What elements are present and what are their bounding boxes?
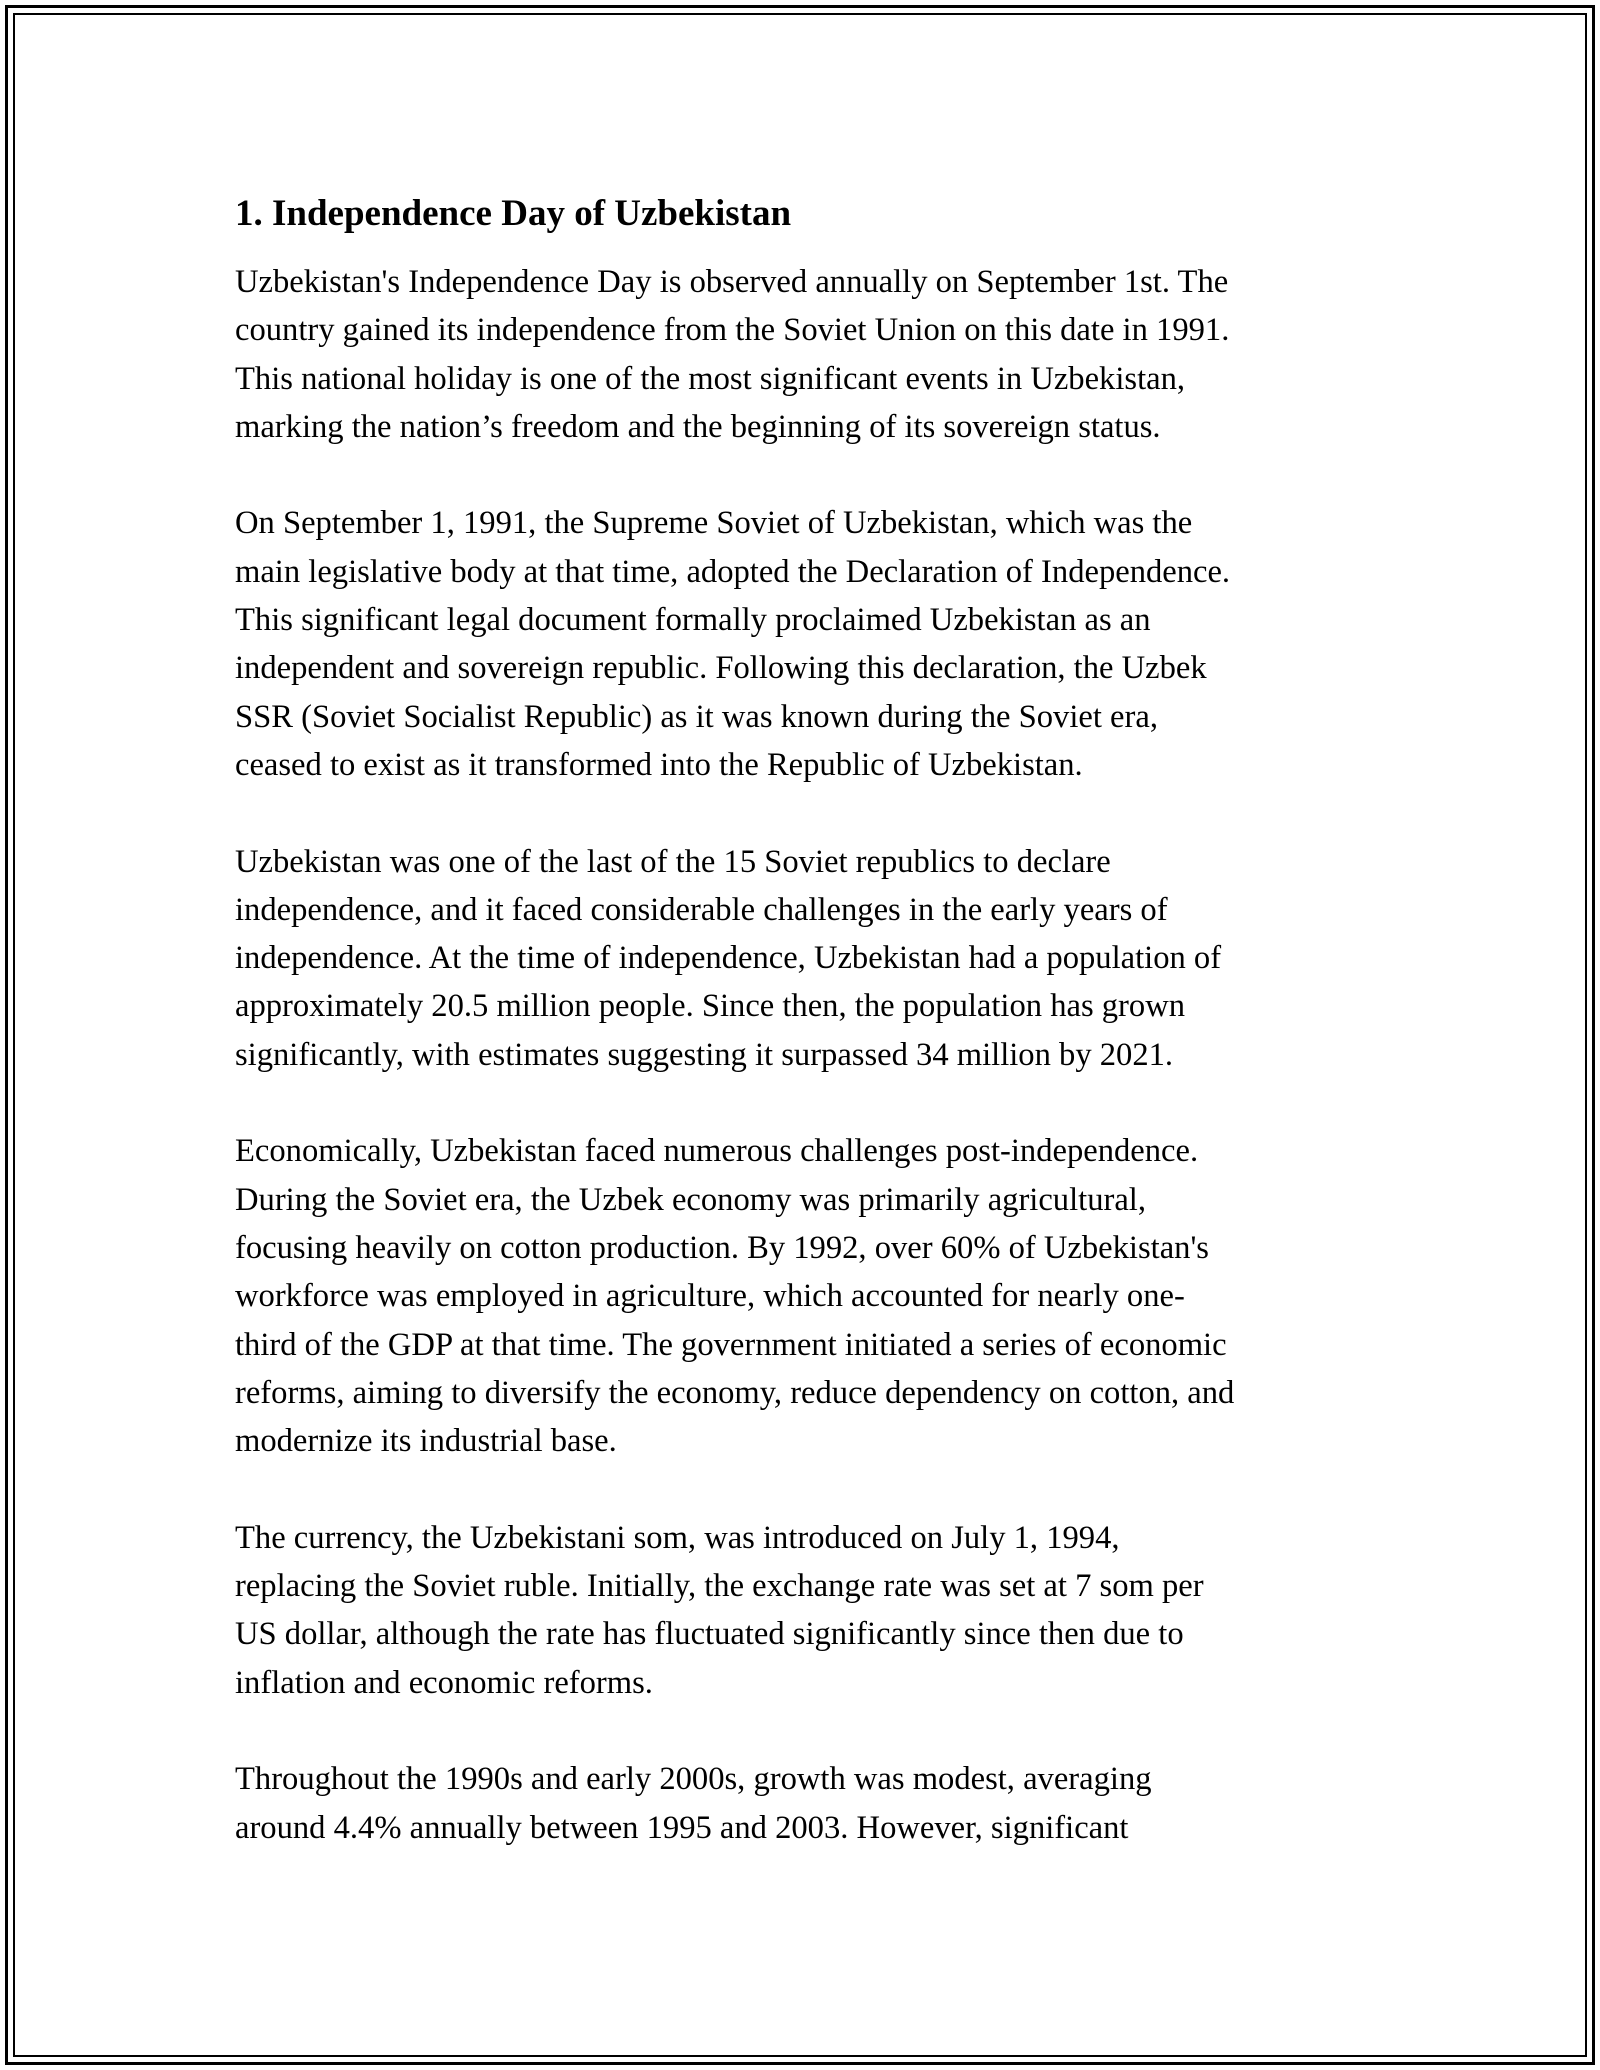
text-line: This national holiday is one of the most significant events in Uzbekistan, xyxy=(235,360,1186,397)
text-line: SSR (Soviet Socialist Republic) as it was known during the Soviet era, xyxy=(235,698,1158,735)
paragraph-6 xyxy=(235,1755,1370,1852)
text-line: marking the nation’s freedom and the beginning of its sovereign status. xyxy=(235,408,1161,445)
paragraph-2 xyxy=(235,499,1370,789)
text-line: approximately 20.5 million people. Since then, the population has grown xyxy=(235,988,1186,1025)
text-line: focusing heavily on cotton production. By 1992, over 60% of Uzbekistan's xyxy=(235,1229,1209,1266)
text-line: independence. At the time of independence, Uzbekistan had a population of xyxy=(235,940,1222,977)
text-line: country gained its independence from the Soviet Union on this date in 1991. xyxy=(235,312,1230,349)
text-line: modernize its industrial base. xyxy=(235,1423,617,1460)
text-line: Economically, Uzbekistan faced numerous challenges post-independence. xyxy=(235,1133,1199,1170)
text-line: This significant legal document formally proclaimed Uzbekistan as an xyxy=(235,602,1151,639)
paragraph-4 xyxy=(235,1127,1370,1465)
paragraph-5 xyxy=(235,1514,1370,1707)
text-line: significantly, with estimates suggesting it surpassed 34 million by 2021. xyxy=(235,1036,1174,1073)
text-line: workforce was employed in agriculture, which accounted for nearly one- xyxy=(235,1278,1185,1315)
text-line: Uzbekistan's Independence Day is observed annually on September 1st. The xyxy=(235,264,1229,300)
text-line: independence, and it faced considerable challenges in the early years of xyxy=(235,891,1168,928)
text-line: replacing the Soviet ruble. Initially, the exchange rate was set at 7 som per xyxy=(235,1568,1204,1605)
paragraph-3 xyxy=(235,838,1370,1079)
document-body xyxy=(235,188,1370,1900)
text-line: US dollar, although the rate has fluctuated significantly since then due to xyxy=(235,1616,1184,1653)
text-line: Uzbekistan was one of the last of the 15 Soviet republics to declare xyxy=(235,843,1111,880)
text-line: main legislative body at that time, adopted the Declaration of Independence. xyxy=(235,553,1231,590)
paragraph-1 xyxy=(235,258,1370,451)
text-line: third of the GDP at that time. The government initiated a series of economic xyxy=(235,1326,1227,1363)
text-line: The currency, the Uzbekistani som, was introduced on July 1, 1994, xyxy=(235,1519,1120,1556)
text-line: Throughout the 1990s and early 2000s, growth was modest, averaging xyxy=(235,1761,1152,1798)
text-line: During the Soviet era, the Uzbek economy was primarily agricultural, xyxy=(235,1181,1146,1218)
text-line: On September 1, 1991, the Supreme Soviet of Uzbekistan, which was the xyxy=(235,505,1193,542)
text-line: ceased to exist as it transformed into the Republic of Uzbekistan. xyxy=(235,746,1083,783)
text-line: reforms, aiming to diversify the economy, reduce dependency on cotton, and xyxy=(235,1374,1235,1411)
text-line: independent and sovereign republic. Following this declaration, the Uzbek xyxy=(235,650,1207,687)
text-line: around 4.4% annually between 1995 and 2003. However, significant xyxy=(235,1809,1129,1846)
page-title: 1. Independence Day of Uzbekistan xyxy=(235,193,792,234)
text-line: inflation and economic reforms. xyxy=(235,1664,653,1701)
